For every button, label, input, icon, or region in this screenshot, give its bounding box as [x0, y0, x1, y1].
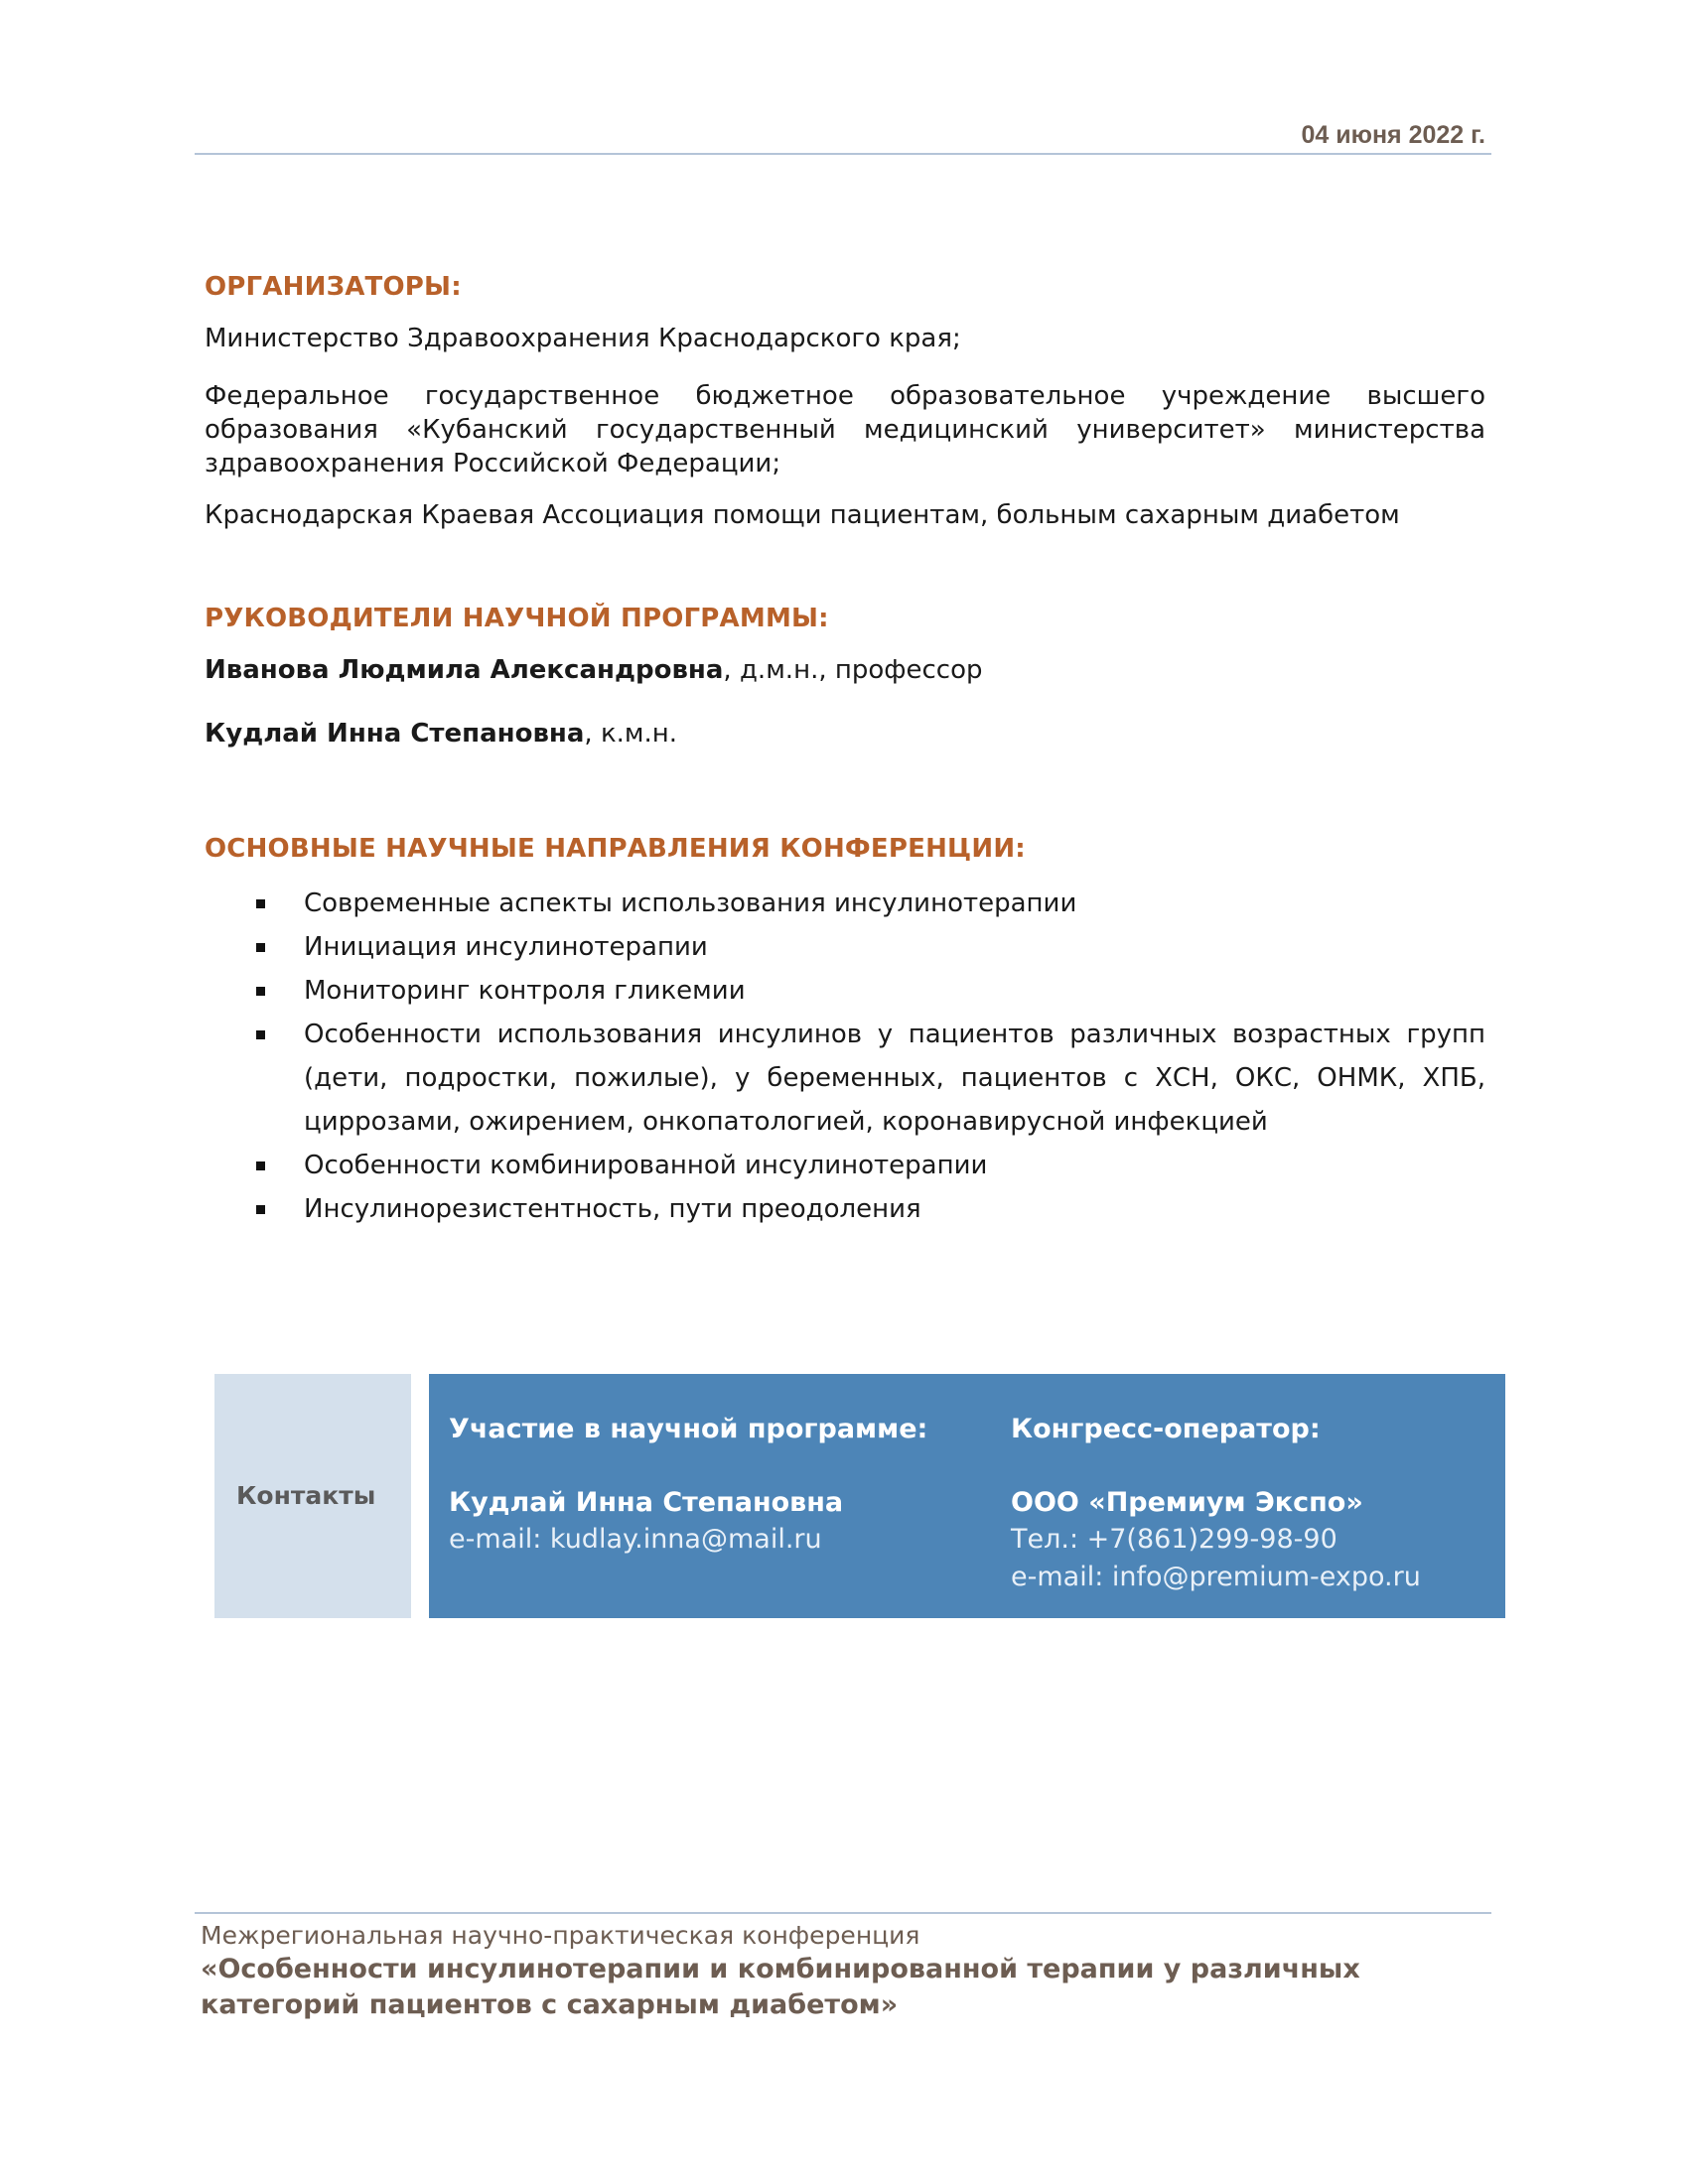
list-item: Современные аспекты использования инсулинотерапии: [205, 882, 1485, 925]
contacts-operator-phone[interactable]: Тел.: +7(861)299-98-90: [1011, 1524, 1337, 1555]
contacts-program-email[interactable]: e-mail: kudlay.inna@mail.ru: [449, 1524, 822, 1555]
bullet-icon: [256, 987, 265, 996]
leader-name: Иванова Людмила Александровна: [205, 655, 724, 685]
organizers-heading: ОРГАНИЗАТОРЫ:: [205, 272, 462, 302]
leader-name: Кудлай Инна Степановна: [205, 719, 585, 749]
header-date: 04 июня 2022 г.: [1301, 121, 1485, 149]
page-footer: [195, 1912, 1491, 2023]
topics-heading: ОСНОВНЫЕ НАУЧНЫЕ НАПРАВЛЕНИЯ КОНФЕРЕНЦИИ:: [205, 834, 1026, 864]
leaders-heading: РУКОВОДИТЕЛИ НАУЧНОЙ ПРОГРАММЫ:: [205, 604, 829, 633]
contacts-operator-email[interactable]: e-mail: info@premium-expo.ru: [1011, 1562, 1421, 1592]
contacts-program-name: Кудлай Инна Степановна: [449, 1487, 844, 1518]
footer-conference-title: «Особенности инсулинотерапии и комбинированной терапии у различных категорий пациентов с сахарным диабетом»: [201, 1954, 1360, 2020]
leader-person: [205, 717, 677, 751]
organizer-item: Федеральное государственное бюджетное образовательное учреждение высшего образования «Кубанский государственный медицинский университет» министерства здравоохранения Российской Федерации;: [205, 381, 1485, 478]
list-item: Мониторинг контроля гликемии: [205, 969, 1485, 1013]
contacts-operator-title: Конгресс-оператор:: [1011, 1414, 1321, 1444]
bullet-icon: [256, 1030, 265, 1039]
contacts-program-column: [449, 1412, 927, 1559]
list-item: Особенности комбинированной инсулинотерапии: [205, 1144, 1485, 1187]
page-header: [195, 117, 1491, 155]
bullet-icon: [256, 1161, 265, 1170]
organizer-item: Краснодарская Краевая Ассоциация помощи пациентам, больным сахарным диабетом: [205, 500, 1400, 530]
leader-person: [205, 653, 983, 687]
contacts-program-title: Участие в научной программе:: [449, 1414, 928, 1444]
organizer-item: Министерство Здравоохранения Краснодарского края;: [205, 324, 961, 353]
leader-title: , к.м.н.: [584, 719, 678, 749]
bullet-icon: [256, 943, 265, 952]
bullet-icon: [256, 899, 265, 908]
topics-list: [205, 882, 1485, 1231]
contacts-operator-column: [1011, 1412, 1421, 1596]
contacts-operator-name: ООО «Премиум Экспо»: [1011, 1487, 1363, 1518]
bullet-icon: [256, 1205, 265, 1214]
contacts-label: Контакты: [236, 1481, 376, 1510]
list-item: Особенности использования инсулинов у пациентов различных возрастных групп (дети, подростки, пожилые), у беременных, пациентов с ХСН, ОКС, ОНМК, ХПБ, циррозами, ожирением, онкопатологией, коронавирусной инфекцией: [205, 1013, 1485, 1144]
footer-conference-type: Межрегиональная научно-практическая конференция: [201, 1921, 920, 1950]
list-item: Инициация инсулинотерапии: [205, 925, 1485, 969]
list-item: Инсулинорезистентность, пути преодоления: [205, 1187, 1485, 1231]
contacts-box: [429, 1374, 1505, 1618]
leader-title: , д.м.н., профессор: [723, 655, 983, 685]
contacts-label-box: [214, 1374, 411, 1618]
